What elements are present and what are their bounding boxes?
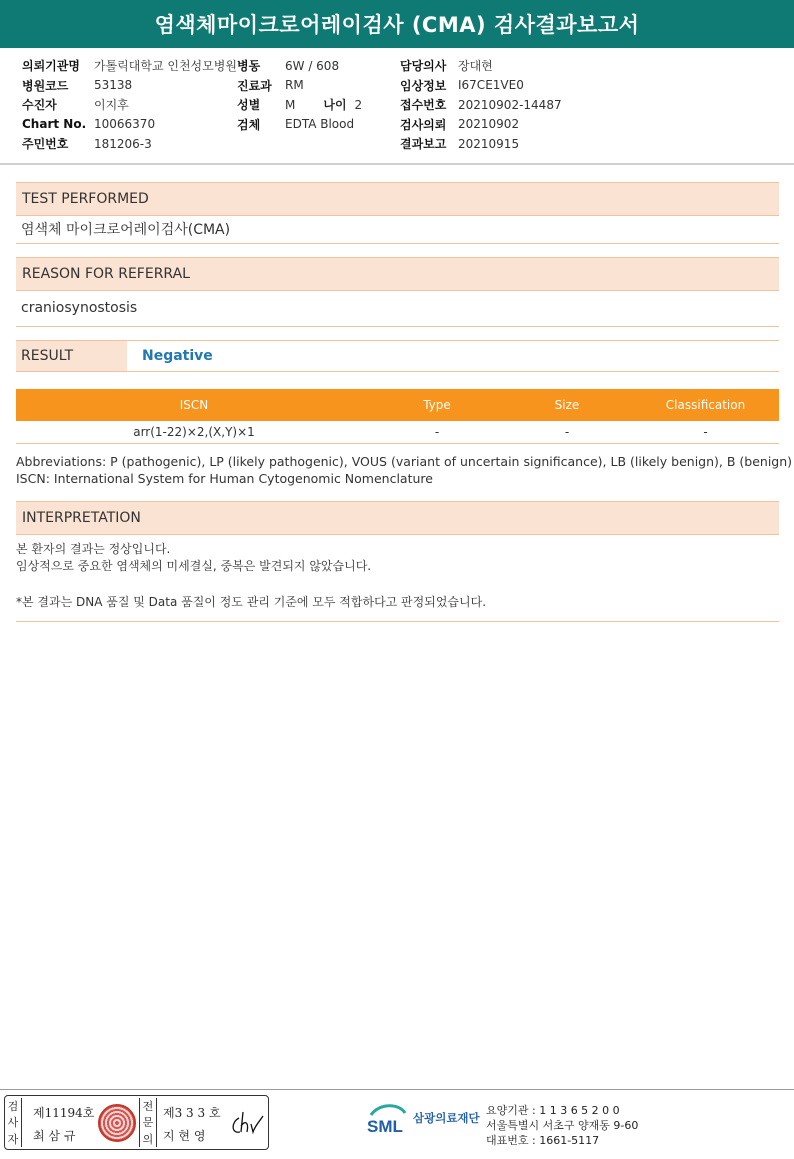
meta-value: 20210902	[458, 117, 520, 132]
foundation-name: 삼광의료재단	[413, 1111, 480, 1125]
meta-key: 검체	[237, 117, 261, 132]
label-char: 의	[142, 1132, 154, 1146]
sml-swoosh-icon	[365, 1101, 409, 1135]
age-value: 2	[354, 97, 363, 112]
table-row	[16, 421, 779, 444]
meta-left	[22, 56, 237, 154]
referral-body	[16, 290, 779, 327]
seal-stamp-icon	[98, 1104, 136, 1142]
section-title: REASON FOR REFERRAL	[22, 266, 190, 282]
meta-key: 주민번호	[22, 137, 69, 152]
meta-key: 의뢰기관명	[22, 59, 80, 74]
col-size: Size	[502, 389, 632, 421]
referral-value: craniosynostosis	[21, 300, 138, 316]
meta-key: 성별	[237, 98, 261, 113]
col-classification: Classification	[632, 389, 779, 421]
inspector-label	[5, 1098, 22, 1147]
abbreviations	[16, 453, 792, 487]
signature-box	[4, 1095, 269, 1150]
meta-value: M	[285, 97, 296, 112]
meta-value: 10066370	[94, 117, 156, 132]
meta-right	[400, 56, 562, 154]
cell-iscn: arr(1-22)×2,(X,Y)×1	[16, 421, 372, 444]
meta-key: 병원코드	[22, 78, 69, 93]
meta-value: I67CE1VE0	[458, 78, 524, 93]
doctor-label	[139, 1098, 157, 1147]
org-line: 대표번호 : 1661-5117	[486, 1134, 600, 1147]
referral-heading	[16, 257, 779, 291]
inspector-number: 제11194호	[33, 1106, 95, 1120]
meta-value: 53138	[94, 78, 133, 93]
meta-value: 20210915	[458, 136, 520, 151]
meta-key: 임상정보	[400, 78, 447, 93]
sml-logo	[365, 1101, 480, 1135]
label-char: 문	[142, 1116, 154, 1130]
meta-key: 담당의사	[400, 59, 447, 74]
test-performed-heading	[16, 182, 779, 216]
footer-divider	[0, 1089, 794, 1090]
meta-mid	[237, 56, 362, 134]
inspector-name: 최 삼 규	[33, 1129, 76, 1143]
meta-value: 181206-3	[94, 136, 152, 151]
meta-key: 병동	[237, 59, 261, 74]
result-value: Negative	[142, 348, 213, 364]
cnv-table	[16, 389, 779, 444]
result-row	[16, 340, 779, 372]
section-title: TEST PERFORMED	[22, 191, 149, 207]
interpretation-line: 본 환자의 결과는 정상입니다.	[16, 542, 171, 556]
cell-type: -	[372, 421, 502, 444]
meta-value: 이지후	[94, 98, 129, 113]
label-char: 전	[142, 1100, 154, 1114]
test-performed-body	[16, 215, 779, 244]
meta-value: 가톨릭대학교 인천성모병원	[94, 59, 237, 74]
col-iscn: ISCN	[16, 389, 372, 421]
cell-classification: -	[632, 421, 779, 444]
meta-key: 수진자	[22, 98, 57, 113]
logo-text: SML	[367, 1117, 403, 1135]
interpretation-heading	[16, 501, 779, 535]
doctor-number: 제3 3 3 호	[163, 1106, 221, 1120]
meta-key: 결과보고	[400, 137, 447, 152]
result-label: RESULT	[16, 341, 127, 371]
meta-value: EDTA Blood	[285, 117, 355, 132]
interpretation-line: 임상적으로 중요한 염색체의 미세결실, 중복은 발견되지 않았습니다.	[16, 559, 372, 573]
test-performed-value: 염색체 마이크로어레이검사(CMA)	[21, 222, 231, 238]
meta-key: 접수번호	[400, 98, 447, 113]
abbreviation-line: Abbreviations: P (pathogenic), LP (likely pathogenic), VOUS (variant of uncertain significance), LB (likely benign), B (benign)	[16, 454, 793, 469]
age-key: 나이	[323, 98, 347, 113]
meta-value: RM	[285, 78, 304, 93]
col-type: Type	[372, 389, 502, 421]
table-header-row	[16, 389, 779, 421]
handwritten-signature-icon	[225, 1108, 265, 1138]
label-char: 사	[7, 1116, 19, 1130]
label-char: 검	[7, 1100, 19, 1114]
meta-key: 검사의뢰	[400, 117, 447, 132]
report-title: 염색체마이크로어레이검사 (CMA) 검사결과보고서	[0, 0, 794, 48]
meta-value: 장대현	[458, 59, 493, 74]
interpretation-body	[16, 541, 371, 575]
label-char: 자	[7, 1132, 19, 1146]
interpretation-note: *본 결과는 DNA 품질 및 Data 품질이 정도 관리 기준에 모두 적합하다고 판정되었습니다.	[16, 595, 487, 609]
org-line: 서울특별시 서초구 양재동 9-60	[486, 1119, 639, 1132]
doctor-name: 지 현 영	[163, 1129, 206, 1143]
meta-value: 20210902-14487	[458, 97, 562, 112]
abbreviation-line: ISCN: International System for Human Cytogenomic Nomenclature	[16, 471, 433, 486]
header-divider	[0, 163, 794, 165]
meta-key: 진료과	[237, 78, 272, 93]
meta-value: 6W / 608	[285, 58, 340, 73]
org-info	[486, 1103, 638, 1148]
interpretation-divider	[16, 621, 779, 622]
org-line: 요양기관 : 1 1 3 6 5 2 0 0	[486, 1104, 620, 1117]
section-title: INTERPRETATION	[22, 510, 141, 526]
cell-size: -	[502, 421, 632, 444]
meta-key: Chart No.	[22, 117, 87, 132]
